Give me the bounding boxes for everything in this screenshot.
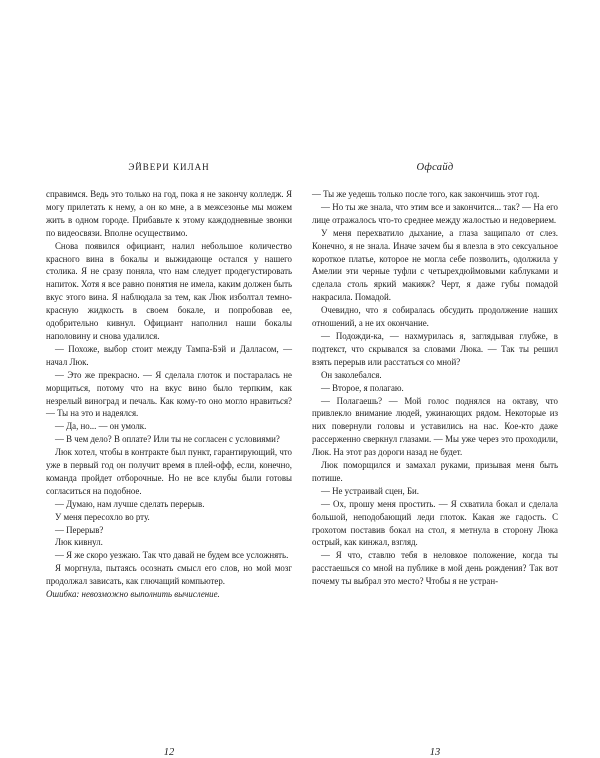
right-page-text [312,188,558,588]
paragraph: У меня перехватило дыхание, а глаза защипало от слез. Конечно, я не знала. Иначе зачем бы я влезла в это сексуальное короткое платье, которое не могла себе позволить, одолжила у Амелии эти черные туфли с четырехдюймовыми каблуками и сделала столь яркий макияж? Черт, я даже губы помадой накрасила. Помадой. [312,227,558,303]
paragraph: — Полагаешь? — Мой голос поднялся на октаву, что привлекло внимание людей, ужинающих рядом. Некоторые из них повернули головы и уставились на нас. Кое-кто даже рассерженно сверкнул глазами. — Мы уже через это проходили, Люк. На этот раз дороги назад не будет. [312,395,558,458]
italic-error-line [46,588,292,601]
paragraph: — Да, но... — он умолк. [55,421,147,432]
paragraph: — В чем дело? В оплате? Или ты не согласен с условиями? [55,434,280,445]
paragraph: Очевидно, что я собиралась обсудить продолжение наших отношений, а не их окончание. [312,305,558,329]
paragraph: Я моргнула, пытаясь осознать смысл его слов, но мой мозг продолжал зависать, как глючащий компьютер. [46,563,292,587]
page-number-right: 13 [429,747,441,758]
paragraph: — Второе, я полагаю. [321,382,404,393]
running-head-title: Офсайд [416,162,454,173]
paragraph: Люк кивнул. [55,537,103,548]
paragraph: — Думаю, нам лучше сделать перерыв. [55,498,205,509]
paragraph: У меня пересохло во рту. [55,511,150,522]
paragraph: — Но ты же знала, что этим все и закончится... так? — На его лице отражалось что-то среднее между жалостью и недоверием. [312,201,558,225]
right-page [312,162,558,758]
error-text: Ошибка: невозможно выполнить вычисление. [46,589,220,600]
paragraph: — Похоже, выбор стоит между Тампа-Бэй и Далласом, — начал Люк. [46,343,292,367]
paragraph: — Ох, прошу меня простить. — Я схватила бокал и сделала большой, неподобающий леди глоток. Какая же гадость. С грохотом поставив бокал на стол, я метнула в сторону Люка острый, как кинжал, взгляд. [312,498,558,548]
paragraph: — Я что, ставлю тебя в неловкое положение, когда ты расстаешься со мной на публике в мой день рождения? Так вот почему ты выбрал это место? Чтобы я не устран- [312,550,558,587]
left-page [46,162,292,758]
paragraph: Снова появился официант, налил небольшое количество красного вина в бокалы и выжидающе остался у нашего столика. Я не сразу поняла, что нам следует продегустировать напиток. Хотя я все равно понятия не имела, каким должен быть вкус этого вина. Я наблюдала за тем, как Люк изболтал темно-красную жидкость в своем бокале, и попробовав ее, одобрительно кивнул. Официант наполнил наши бокалы наполовину и снова удалился. [46,240,292,341]
running-head-author: ЭЙВЕРИ КИЛАН [128,162,210,172]
paragraph: Он заколебался. [321,369,382,380]
paragraph: — Я же скоро уезжаю. Так что давай не будем все усложнять. [55,550,289,561]
paragraph: — Перерыв? [55,524,104,535]
paragraph: Люк поморщился и замахал руками, призывая меня быть потише. [312,460,558,483]
left-page-text [46,188,292,601]
paragraph: — Ты же уедешь только после того, как закончишь этот год. [312,189,540,199]
paragraph: справимся. Ведь это только на год, пока я не закончу колледж. Я могу прилетать к нему, а он ко мне, а в межсезонье мы можем жить в одном городе. Прибавьте к этому каждодневные звонки по видеосвязи. Вполне осуществимо. [46,189,292,238]
paragraph: Люк хотел, чтобы в контракте был пункт, гарантирующий, что уже в первый год он получит время в плей-офф, если, конечно, команда пройдет отборочные. Но не все клубы были готовы согласиться на подобное. [46,447,292,496]
paragraph: — Не устраивай сцен, Би. [321,485,420,496]
paragraph: — Это же прекрасно. — Я сделала глоток и постаралась не морщиться, потому что на вкус вино было терпким, как незрелый виноград и печаль. Как кому-то оно могло нравиться? — Ты на это и надеялся. [46,369,292,419]
paragraph: — Подожди-ка, — нахмурилась я, заглядывая глубже, в подтекст, что скрывался за словами Люка. — Так ты решил взять перерыв или расстаться со мной? [312,330,558,367]
page-number-left: 12 [163,747,175,758]
